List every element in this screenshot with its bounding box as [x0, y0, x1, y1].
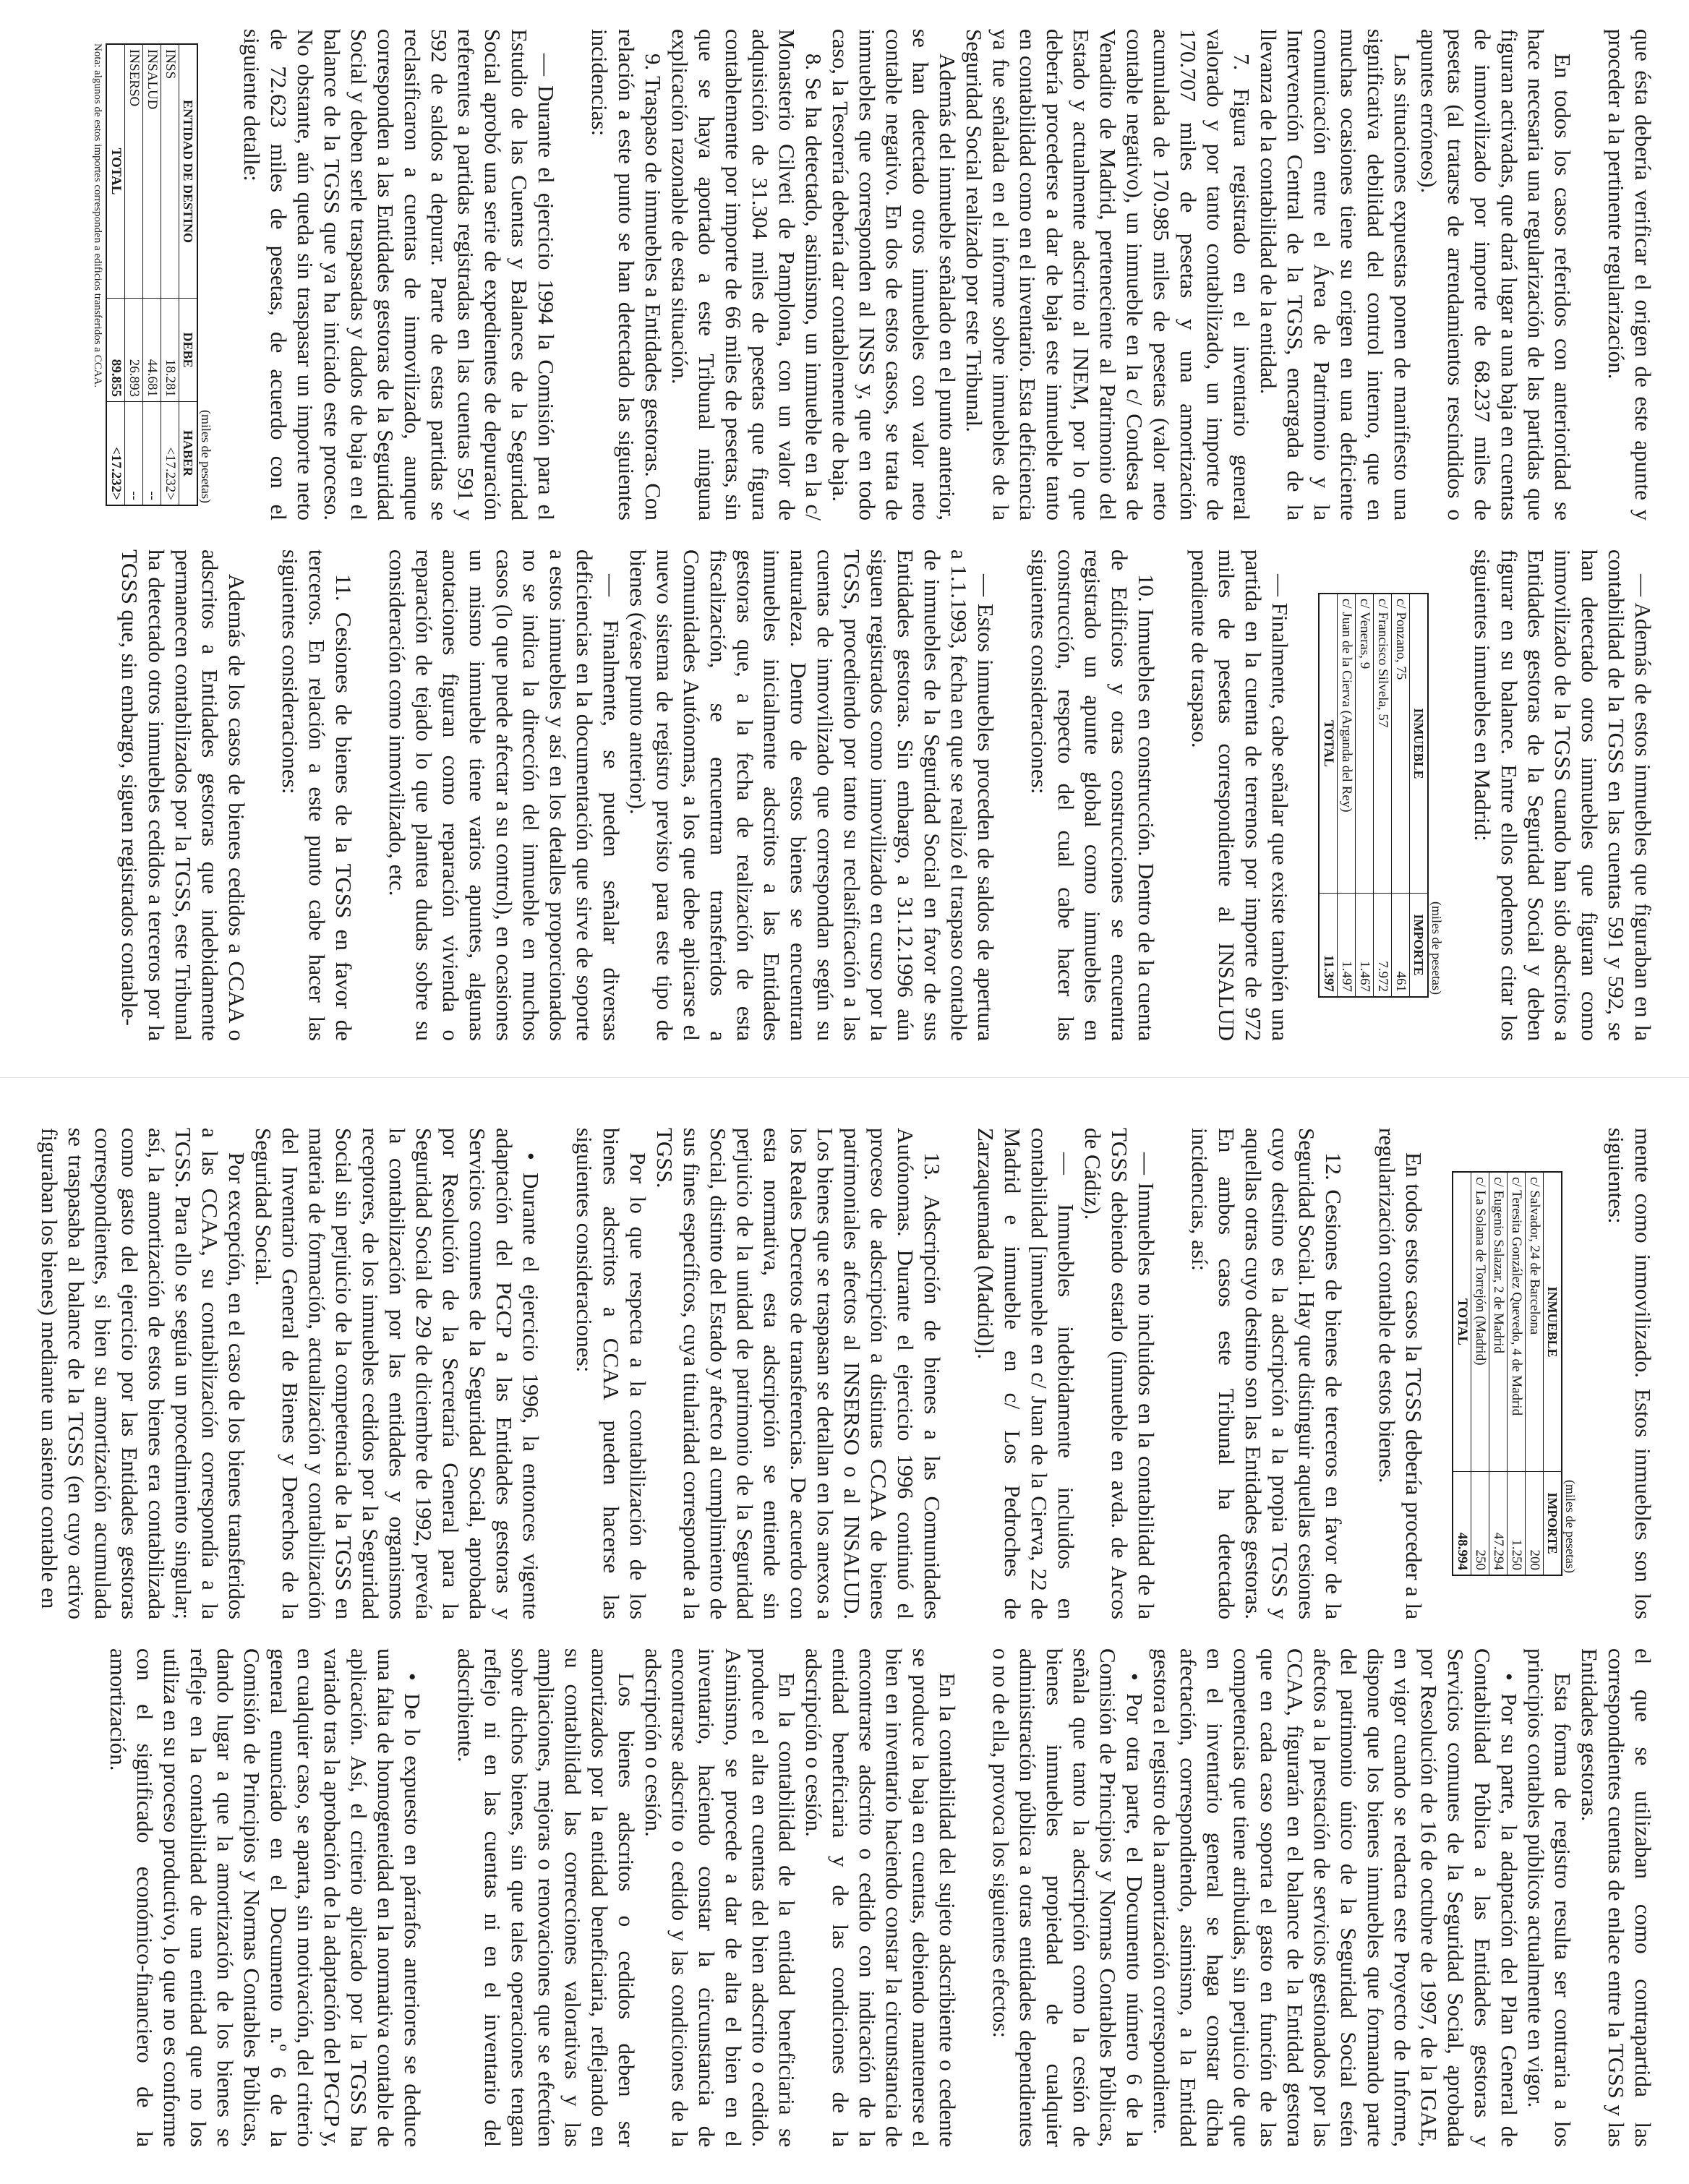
table-cell: c/ Teresita González Quevedo, 4 de Madrid — [1508, 1172, 1526, 1472]
paragraph-section-12: 12. Cesiones de bienes de terceros en favor de la Seguridad Social. Hay que distinguir aquellas cesiones cuyo destino es la adscripción a la propia TGSS y aquellas otras cuyo destino son las Entidades gestoras. En ambos casos este Tribunal ha detectado incidencias, así: — [1187, 1128, 1346, 1619]
table-cell: INSS — [161, 44, 179, 299]
paragraph: Por lo que respecta a la contabilización de los bienes adscritos a CCAA pueden hacerse las siguientes consideraciones: — [572, 1128, 651, 1619]
table-cell: 7.972 — [1374, 894, 1392, 998]
paragraph: — Estos inmuebles proceden de saldos de apertura a 1.1.1993, fecha en que se realizó el traspaso contable de inmuebles de la Seguridad Social en favor de sus Entidades gestoras. Sin embargo, a 31.12.1996 aún siguen registrados como inmovilizado en curso por la TGSS, procediendo por tanto su reclasificación a las cuentas de inmovilizado que correspondan según su naturaleza. Dentro de estos bienes se encuentran inmuebles inicialmente adscritos a las Entidades gestoras que, a la fecha de realización de esta fiscalización, se encuentran transferidos a Comunidades Autónomas, a los que debe aplicarse el nuevo sistema de registro previsto para este tipo de bienes (véase punto anterior). — [625, 549, 999, 1041]
bullet-glyph: • — [1122, 1673, 1147, 1681]
paragraph: En todos estos casos la TGSS debería proceder a la regularización contable de estos bienes. — [1374, 1128, 1427, 1619]
bullet-text: Por su parte, la adaptación del Plan General de Contabilidad Pública a las Entidades gestoras y Servicios comunes de la Seguridad Social, aprobada por Resolución de 16 de octubre de 1997, de la IGAE, en vigor cuando se redacta este Proyecto de Informe, dispone que los bienes inmuebles que formando parte del patrimonio único de la Seguridad Social estén afectos a la prestación de servicios gestionados por las CCAA, figurarán en el balance de la Entidad gestora que en cada caso soporta el gasto en función de las competencias que tiene atribuidas, sin perjuicio de que en el inventario general se haga constar dicha afectación, correspondiendo, asimismo, a la Entidad gestora el registro de la amortización correspondiente. — [1149, 1648, 1522, 2147]
table-cell: c/ Ponzano, 75 — [1392, 594, 1410, 894]
table-cell: TOTAL — [1453, 1172, 1471, 1472]
table-cell: 18.281 — [161, 299, 179, 402]
paragraph-section-13: 13. Adscripción de bienes a las Comunidades Autónomas. Durante el ejercicio 1996 continuó el proceso de adscripción a distintas CCAA de bienes patrimoniales afectos al INSERSO o al INSALUD. Los bienes que se traspasan se detallan en los anexos a los Reales Decretos de transferencias. De acuerdo con esta normativa, esta adscripción se entiende sin perjuicio de la unidad de patrimonio de la Seguridad Social, distinto del Estado y afecto al cumplimiento de sus fines específicos, cuya titularidad corresponde a la TGSS. — [652, 1128, 945, 1619]
bullet-paragraph — [105, 1648, 426, 2147]
table-total-row — [1453, 1172, 1471, 1575]
paragraph: — Inmuebles indebidamente incluidos en contabilidad [inmueble en c/ Juan de la Cierva, 22 de Madrid e inmueble en c/ Los Pedroches de Zarzaquemada (Madrid)]. — [973, 1128, 1079, 1619]
table-cell: 1.497 — [1338, 894, 1356, 998]
paragraph: Además del inmueble señalado en el punto anterior, se han detectado otros inmuebles con valor neto contable negativo. En dos de estos casos, se trata de inmuebles que corresponden al INSS y, que en todo caso, la Tesorería debería dar contablemente de baja. — [828, 29, 960, 521]
paragraph: Por excepción, en el caso de los bienes transferidos a las CCAA, su contabilización correspondía a la TGSS. Para ello se seguía un procedimiento singular; así, la amortización de estos bienes era contabilizada como gasto del ejercicio por las Entidades gestoras correspondientes, si bien su amortización acumulada se traspasaba al balance de la TGSS (en cuyo activo figuraban los bienes) mediante un asiento contable en — [37, 1128, 249, 1619]
paragraph: Además de los casos de bienes cedidos a CCAA o adscritos a Entidades gestoras que indebidamente permanecen contabilizados por la TGSS, este Tribunal ha detectado otros inmuebles cedidos a terceros por la TGSS que, sin embargo, siguen registrados contable- — [117, 549, 249, 1041]
paragraph: — Durante el ejercicio 1994 la Comisión para el Estudio de las Cuentas y Balances de la Seguridad Social aprobó una serie de expedientes de depuración referentes a partidas registradas en las cuentas 591 y 592 de saldos a depurar. Parte de estas partidas se reclasificaron a cuentas de inmovilizado, aunque corresponden a las Entidades gestoras de la Seguridad Social y deben serle traspasadas y dados de baja en el balance de la TGSS que ya ha iniciado este proceso. No obstante, aún queda sin traspasar un importe neto de 72.623 miles de pesetas, de acuerdo con el siguiente detalle: — [239, 29, 559, 521]
paragraph: — Finalmente, cabe señalar que existe también una partida en la cuenta de terrenos por importe de 972 miles de pesetas correspondiente al INSALUD pendiente de traspaso. — [1187, 549, 1293, 1041]
table-header: INMUEBLE — [1544, 1172, 1562, 1472]
bullet-paragraph — [250, 1128, 544, 1619]
table-header: IMPORTE — [1410, 894, 1429, 998]
table-cell: 461 — [1392, 894, 1410, 998]
destination-entity-table — [91, 43, 214, 506]
table-header: HABER — [179, 402, 198, 506]
table-cell: TOTAL — [106, 44, 125, 299]
table-row — [161, 44, 179, 505]
paragraph: En la contabilidad del sujeto adscribiente o cedente se produce la baja en cuentas, debiendo mantenerse el bien en inventario haciendo constar la circunstancia de encontrarse adscrito o cedido con indicación de la entidad beneficiaria y de las condiciones de la adscripción o cesión. — [801, 1648, 960, 2147]
table-row — [143, 44, 161, 505]
bullet-glyph: • — [400, 1673, 425, 1681]
table-cell: c/ Francisco Silvela, 57 — [1374, 594, 1392, 894]
table-cell: 48.994 — [1453, 1472, 1471, 1576]
table-cell: c/ Veneras, 9 — [1356, 594, 1374, 894]
table-cell: c/ Juan de la Cierva (Arganda del Rey) — [1338, 594, 1356, 894]
table-cell: 26.893 — [125, 299, 143, 402]
paragraph: — Inmuebles no incluidos en la contabilidad de la TGSS debiendo estarlo (inmueble en avda. de Arcos de Cádiz). — [1080, 1128, 1159, 1619]
table-header: DEBE — [179, 299, 198, 402]
paragraph: el que se utilizaban como contrapartida las correspondientes cuentas de enlace entre la TGSS y las Entidades gestoras. — [1577, 1648, 1656, 2147]
table-row — [1526, 1172, 1544, 1575]
table-row — [125, 44, 143, 505]
table-cell: c/ Salvador, 24 de Barcelona — [1526, 1172, 1544, 1472]
paragraph: — Además de estos inmuebles que figuraban en la contabilidad de la TGSS en las cuentas 591 y 592, se han detectado otros inmuebles que figuran como inmovilizado de la TGSS cuando han sido adscritos a Entidades gestoras de la Seguridad Social y deben figurar en su balance. Entre ellos podemos citar los siguientes inmuebles en Madrid: — [1470, 549, 1656, 1041]
paragraph: En todos los casos referidos con anterioridad se hace necesaria una regularización de las partidas que figuran activadas, que dará lugar a una baja en cuentas de inmovilizado por importe de 68.237 miles de pesetas (al tratarse de arrendamientos rescindidos o apuntes erróneos). — [1416, 29, 1575, 521]
paragraph: que ésta debería verificar el origen de este apunte y proceder a la pertinente regularización. — [1604, 29, 1656, 521]
madrid-buildings-table — [1318, 593, 1445, 998]
table-cell: 1.467 — [1356, 894, 1374, 998]
paragraph: Esta forma de registro resulta ser contraria a los principios contables públicos actualmente en vigor. — [1523, 1648, 1575, 2147]
paragraph-section-8: 8. Se ha detectado, asimismo, un inmueble en la c/ Monasterio Cilveti de Pamplona, con un valor de adquisición de 31.304 miles de pesetas que figura contablemente por importe de 66 miles de pesetas, sin que se haya aportado a este Tribunal ninguna explicación razonable de esta situación. — [667, 29, 826, 521]
table-cell: INSERSO — [125, 44, 143, 299]
table-cell: c/ Eugenio Salazar, 2 de Madrid — [1489, 1172, 1508, 1472]
table-cell: 250 — [1471, 1472, 1489, 1576]
ceded-buildings-table — [1452, 1171, 1578, 1576]
table-row — [1392, 594, 1410, 997]
table-cell: INSALUD — [143, 44, 161, 299]
bullet-text: De lo expuesto en párrafos anteriores se deduce una falta de homogeneidad en la normativa contable de aplicación. Así, el criterio aplicado por la TGSS ha variado tras la aprobación de la adaptación del PGCP y, en cualquier caso, se aparta, sin motivación, del criterio general enunciado en el Documento n.º 6 de la Comisión de Principios y Normas Contables Públicas, dando lugar a que la amortización de los bienes se refleje en la contabilidad de una entidad que no los utiliza en su proceso productivo, lo que no es conforme con el significado económico-financiero de la amortización. — [106, 1648, 425, 2147]
table-unit: (miles de pesetas) — [199, 410, 213, 503]
table-cell: c/ La Solana de Torrejón (Madrid) — [1471, 1172, 1489, 1472]
table-cell: 200 — [1526, 1472, 1544, 1576]
right-page-column-2 — [15, 1648, 1656, 2147]
table-cell: 44.681 — [143, 299, 161, 402]
page-gutter — [0, 1077, 1689, 1078]
bullet-text: Durante el ejercicio 1996, la entonces vigente adaptación del PGCP a las Entidades gestoras y Servicios comunes de la Seguridad Social, aprobada por Resolución de la Secretaría General para la Seguridad Social de 29 de diciembre de 1992, preveía la contabilización por las entidades y organismos receptores, de los inmuebles cedidos por la Seguridad Social sin perjuicio de la competencia de la TGSS en materia de formación, actualización y contabilización del Inventario General de Bienes y Derechos de la Seguridad Social. — [251, 1128, 544, 1619]
table-cell: 89.855 — [106, 299, 125, 402]
paragraph-section-11: 11. Cesiones de bienes de la TGSS en favor de terceros. En relación a este punto cabe hacer las siguientes consideraciones: — [278, 549, 356, 1041]
table-row — [1356, 594, 1374, 997]
table-unit: (miles de pesetas) — [1563, 1480, 1578, 1573]
paragraph: En la contabilidad de la entidad beneficiaria se produce el alta en cuentas del bien adscrito o cedido. Asimismo, se procede a dar de alta el bien en el inventario, haciendo constar la circunstancia de encontrarse adscrito o cedido y las condiciones de la adscripción o cesión. — [641, 1648, 800, 2147]
table-total-row — [106, 44, 125, 505]
table-row — [1338, 594, 1356, 997]
table-cell: 1.250 — [1508, 1472, 1526, 1576]
paragraph: — Finalmente, se pueden señalar diversas deficiencias en la documentación que sirve de soporte a estos inmuebles y así en los detalles proporcionados no se indica la dirección del inmueble en muchos casos (lo que puede afectar a su control), en ocasiones un mismo inmueble tiene varios apuntes, algunas anotaciones figuran como reparación vivienda o reparación de tejado lo que plantea dudas sobre su consideración como inmovilizado, etc. — [385, 549, 624, 1041]
bullet-text: Por otra parte, el Documento número 6 de la Comisión de Principios y Normas Contables Públicas, señala que tanto la adscripción como la cesión de bienes inmuebles propiedad de cualquier administración pública a otras entidades dependientes o no de ella, provoca los siguientes efectos: — [988, 1648, 1147, 2147]
table-cell: 47.294 — [1489, 1472, 1508, 1576]
right-page-column-1 — [15, 1128, 1656, 1619]
table-row — [1489, 1172, 1508, 1575]
bullet-glyph: • — [1497, 1673, 1522, 1681]
table-total-row — [1319, 594, 1338, 997]
left-page-column-2 — [15, 549, 1656, 1041]
table-note: Nota: algunos de estos importes corresponden a edificios transferidos a CCAA. — [92, 43, 103, 388]
bullet-glyph: • — [518, 1152, 544, 1160]
paragraph-section-7: 7. Figura registrado en el inventario general valorado y por tanto contabilizado, un importe de 170.707 miles de pesetas y una amortización acumulada de 170.985 miles de pesetas (valor neto contable negativo), un inmueble en la c/ Condesa de Venadito de Madrid, perteneciente al Patrimonio del Estado y actualmente adscrito al INEM, por lo que debería procederse a dar de baja este inmueble tanto en contabilidad como en el inventario. Esta deficiencia ya fue señalada en el informe sobre inmuebles de la Seguridad Social realizado por este Tribunal. — [962, 29, 1254, 521]
table-row — [1508, 1172, 1526, 1575]
paragraph-section-9: 9. Traspaso de inmuebles a Entidades gestoras. Con relación a este punto se han detectado las siguientes incidencias: — [587, 29, 666, 521]
table-header: INMUEBLE — [1410, 594, 1429, 894]
table-unit: (miles de pesetas) — [1429, 902, 1444, 995]
paragraph: Las situaciones expuestas ponen de manifiesto una significativa debilidad del control interno, que en muchas ocasiones tiene su origen en una deficiente comunicación entre el Área de Patrimonio y la Intervención Central de la TGSS, encargada de la llevanza de la contabilidad de la entidad. — [1256, 29, 1415, 521]
bullet-paragraph — [988, 1648, 1148, 2147]
paragraph-section-10: 10. Inmuebles en construcción. Dentro de la cuenta de Edificios y otras construcciones se encuentra registrado un apunte global como inmuebles en construcción, respecto del cual cabe hacer las siguientes consideraciones: — [1027, 549, 1159, 1041]
table-cell: TOTAL — [1319, 594, 1338, 894]
table-cell: 11.397 — [1319, 894, 1338, 998]
table-row — [1374, 594, 1392, 997]
table-cell: -- — [125, 402, 143, 506]
paragraph: Los bienes adscritos o cedidos deben ser amortizados por la entidad beneficiaria, reflejando en su contabilidad las correcciones valorativas y las ampliaciones, mejoras o renovaciones que se efectúen sobre dichos bienes, sin que tales operaciones tengan reflejo ni en las cuentas ni en el inventario del adscribiente. — [453, 1648, 639, 2147]
table-cell: <17.232> — [161, 402, 179, 506]
table-header: IMPORTE — [1544, 1472, 1562, 1576]
paragraph: mente como inmovilizado. Estos inmuebles son los siguientes: — [1604, 1128, 1656, 1619]
left-page-column-1 — [15, 29, 1656, 521]
table-row — [1471, 1172, 1489, 1575]
table-cell: <17.232> — [106, 402, 125, 506]
table-cell: -- — [143, 402, 161, 506]
table-header: ENTIDAD DE DESTINO — [179, 44, 198, 299]
bullet-paragraph — [1148, 1648, 1523, 2147]
